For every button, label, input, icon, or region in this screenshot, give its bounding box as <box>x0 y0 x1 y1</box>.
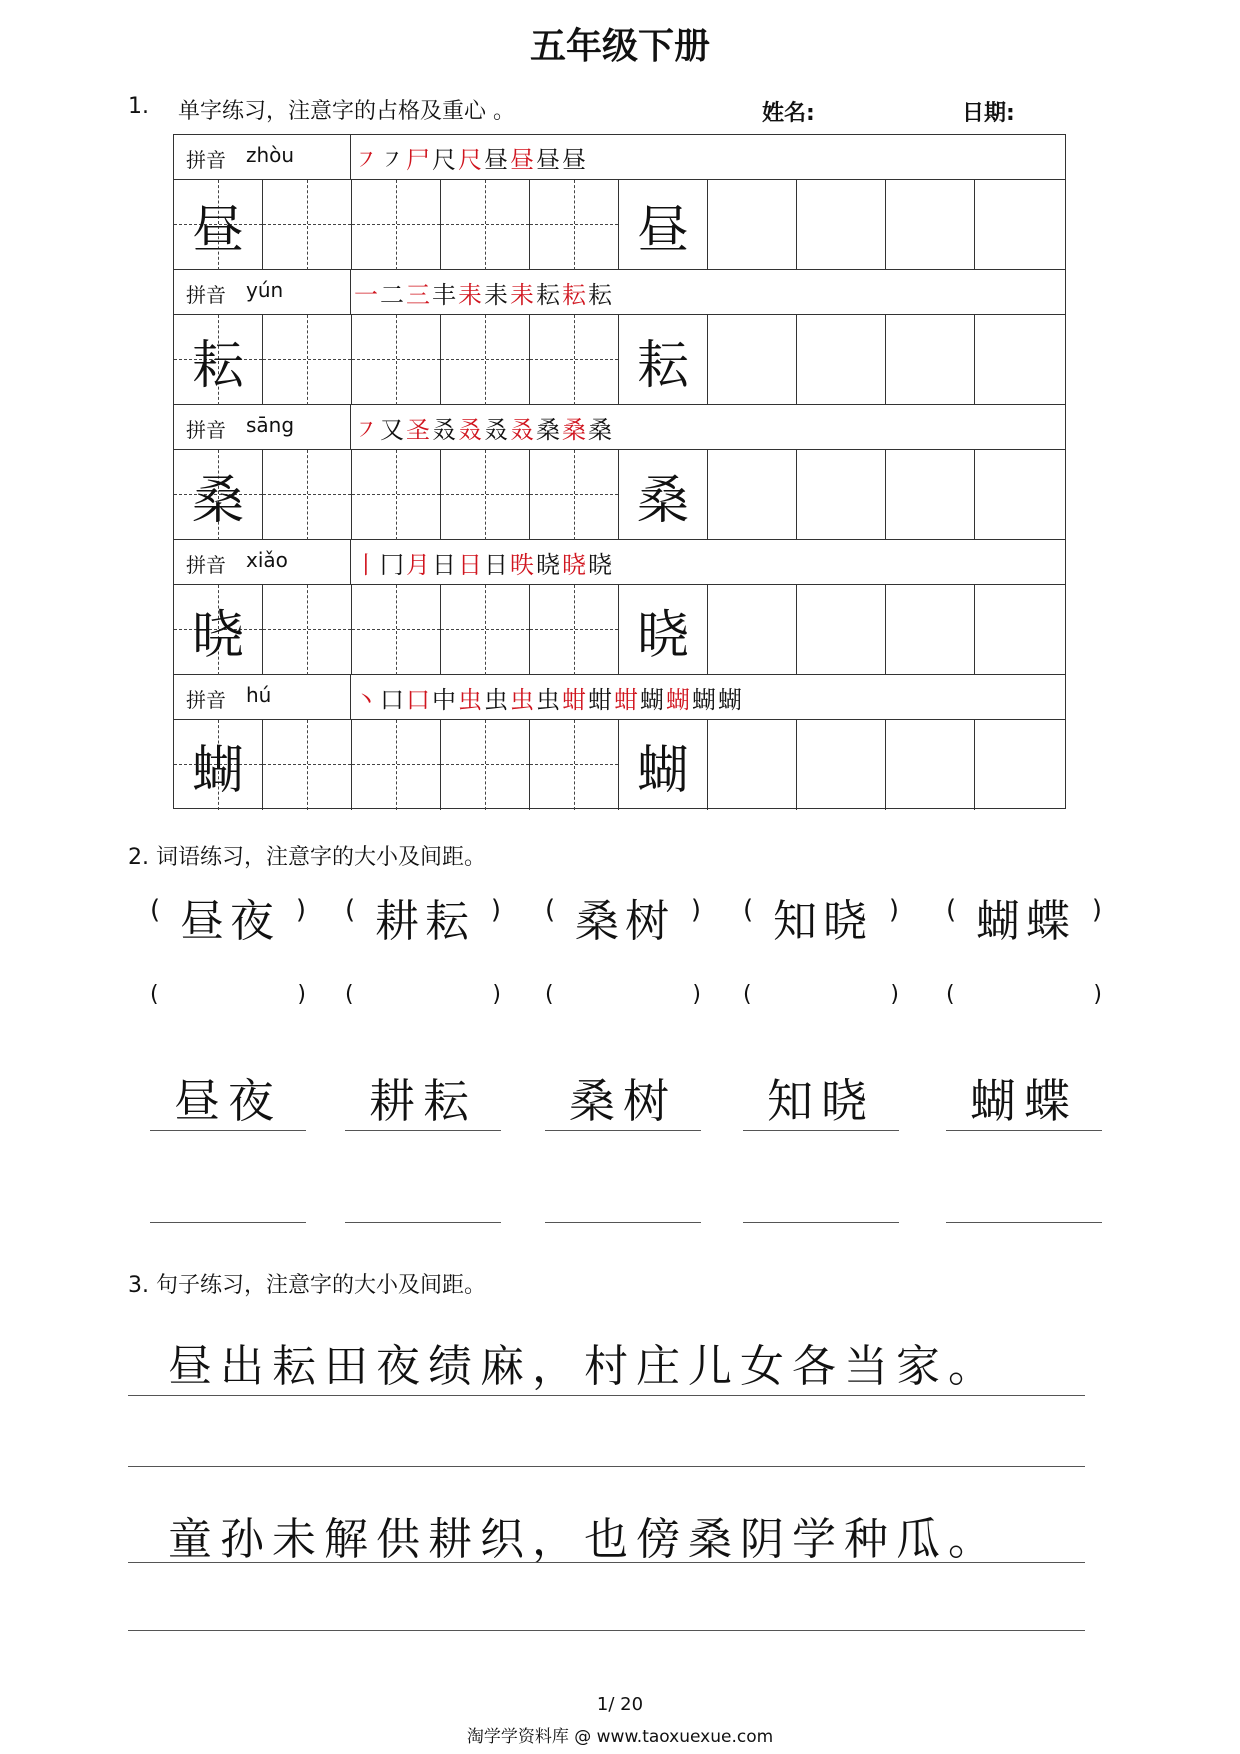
sentence-line-2[interactable] <box>128 1466 1085 1467</box>
stroke-step: 日 <box>484 550 508 579</box>
model-character: 晓 <box>191 605 244 666</box>
word-model: 知晓 <box>767 1074 875 1128</box>
practice-cell[interactable] <box>352 180 441 270</box>
sentence-line-1[interactable] <box>128 1395 1085 1396</box>
stroke-step: 丨 <box>354 550 378 579</box>
stroke-order <box>354 542 612 582</box>
stroke-step: 日 <box>432 550 456 579</box>
model-character-cell <box>619 720 708 810</box>
grid-guide-vertical <box>396 585 397 675</box>
grid-guide-vertical <box>396 180 397 270</box>
word-writing-line[interactable] <box>150 1222 306 1223</box>
stroke-step: 尸 <box>406 145 430 174</box>
grid-guide-vertical <box>396 720 397 810</box>
practice-cell[interactable] <box>886 720 975 810</box>
grid-guide-vertical <box>574 585 575 675</box>
grid-guide-vertical <box>574 315 575 405</box>
stroke-step: 蝴 <box>718 685 742 714</box>
stroke-step: 桑 <box>562 415 586 444</box>
paren-open: ( <box>946 895 957 925</box>
character-row <box>174 315 1065 405</box>
practice-cell[interactable] <box>886 180 975 270</box>
model-character: 耘 <box>191 335 244 396</box>
stroke-step: ㇇ <box>354 145 378 174</box>
stroke-step: 桑 <box>588 415 612 444</box>
practice-cell[interactable] <box>975 585 1064 675</box>
word-model-line <box>150 1130 306 1131</box>
stroke-step: 晓 <box>562 550 586 579</box>
pinyin-separator <box>350 135 351 179</box>
practice-cell[interactable] <box>975 315 1064 405</box>
page-number: 1/ 20 <box>596 1694 644 1715</box>
practice-cell[interactable] <box>263 720 352 810</box>
practice-cell[interactable] <box>708 315 797 405</box>
section3-instruction: 3. 句子练习，注意字的大小及间距。 <box>128 1273 486 1298</box>
stroke-step: 三 <box>406 280 430 309</box>
pinyin-label: 拼音 <box>186 418 226 442</box>
stroke-step: 口 <box>380 685 404 714</box>
paren-close: ) <box>297 982 306 1007</box>
practice-cell[interactable] <box>530 315 619 405</box>
word-traced: 蝴蝶 <box>976 896 1076 947</box>
date-label: 日期: <box>962 101 1015 126</box>
practice-cell[interactable] <box>797 450 886 540</box>
practice-cell[interactable] <box>975 180 1064 270</box>
grid-guide-vertical <box>574 720 575 810</box>
paren-open: ( <box>743 895 754 925</box>
pinyin-separator <box>350 540 351 584</box>
practice-cell[interactable] <box>530 720 619 810</box>
model-character: 昼 <box>636 200 689 261</box>
grid-guide-vertical <box>307 450 308 540</box>
model-character-cell <box>174 720 263 810</box>
character-row <box>174 180 1065 270</box>
sentence-2: 童孙未解供耕织，也傍桑阴学种瓜。 <box>168 1514 1000 1565</box>
grid-guide-vertical <box>396 315 397 405</box>
paren-open: ( <box>150 982 159 1007</box>
pinyin-separator <box>350 270 351 314</box>
model-character-cell <box>619 315 708 405</box>
practice-cell[interactable] <box>975 450 1064 540</box>
pinyin-row <box>174 135 1065 180</box>
pinyin-value: sāng <box>246 413 295 437</box>
stroke-step: 尺 <box>458 145 482 174</box>
stroke-step: 二 <box>380 280 404 309</box>
pinyin-row <box>174 540 1065 585</box>
paren-open: ( <box>743 982 752 1007</box>
practice-cell[interactable] <box>441 180 530 270</box>
stroke-step: 蚶 <box>614 685 638 714</box>
pinyin-value: xiǎo <box>246 548 288 572</box>
practice-cell[interactable] <box>975 720 1064 810</box>
paren-open: ( <box>345 895 356 925</box>
model-character-cell <box>174 180 263 270</box>
practice-cell[interactable] <box>352 720 441 810</box>
stroke-step: 丰 <box>432 280 456 309</box>
paren-close: ) <box>490 895 501 925</box>
model-character-cell <box>174 450 263 540</box>
stroke-step: 中 <box>432 685 456 714</box>
model-character: 桑 <box>191 470 244 531</box>
grid-guide-vertical <box>307 180 308 270</box>
stroke-step: ㇇ <box>380 145 404 174</box>
section1-instruction: 单字练习，注意字的占格及重心 。 <box>178 99 515 124</box>
practice-cell[interactable] <box>263 315 352 405</box>
model-character: 蝴 <box>636 740 689 801</box>
sentence-1: 昼出耘田夜绩麻，村庄儿女各当家。 <box>168 1341 1000 1392</box>
word-writing-line[interactable] <box>743 1222 899 1223</box>
grid-guide-vertical <box>485 180 486 270</box>
section1-number: 1. <box>128 94 149 119</box>
section2-instruction: 2. 词语练习，注意字的大小及间距。 <box>128 845 486 870</box>
paren-open: ( <box>150 895 161 925</box>
pinyin-label: 拼音 <box>186 148 226 172</box>
word-model: 耕耘 <box>369 1074 477 1128</box>
practice-cell[interactable] <box>530 450 619 540</box>
stroke-order <box>354 407 612 447</box>
stroke-step: 昼 <box>562 145 586 174</box>
model-character-cell <box>619 585 708 675</box>
pinyin-value: yún <box>246 278 284 302</box>
grid-guide-vertical <box>307 585 308 675</box>
practice-cell[interactable] <box>263 180 352 270</box>
stroke-step: 尺 <box>432 145 456 174</box>
paren-close: ) <box>492 982 501 1007</box>
pinyin-value: hú <box>246 683 272 707</box>
stroke-step: 叒 <box>484 415 508 444</box>
grid-guide-vertical <box>307 720 308 810</box>
stroke-step: 耒 <box>484 280 508 309</box>
practice-cell[interactable] <box>263 585 352 675</box>
paren-close: ) <box>295 895 306 925</box>
sentence-line-3[interactable] <box>128 1562 1085 1563</box>
paren-open: ( <box>946 982 955 1007</box>
grid-guide-vertical <box>485 450 486 540</box>
stroke-step: 叒 <box>458 415 482 444</box>
name-label: 姓名: <box>762 101 815 126</box>
character-row <box>174 585 1065 675</box>
stroke-step: 晓 <box>536 550 560 579</box>
word-writing-line[interactable] <box>345 1222 501 1223</box>
stroke-step: 虫 <box>484 685 508 714</box>
stroke-step: 昼 <box>510 145 534 174</box>
pinyin-row <box>174 270 1065 315</box>
practice-cell[interactable] <box>441 585 530 675</box>
stroke-step: 口 <box>406 685 430 714</box>
practice-cell[interactable] <box>708 585 797 675</box>
pinyin-value: zhòu <box>246 143 295 167</box>
model-character-cell <box>619 450 708 540</box>
practice-cell[interactable] <box>441 450 530 540</box>
practice-cell[interactable] <box>352 450 441 540</box>
stroke-order <box>354 272 612 312</box>
grid-guide-vertical <box>485 720 486 810</box>
model-character-cell <box>619 180 708 270</box>
paren-open: ( <box>545 895 556 925</box>
practice-cell[interactable] <box>797 585 886 675</box>
pinyin-row <box>174 405 1065 450</box>
practice-cell[interactable] <box>797 720 886 810</box>
model-character: 桑 <box>636 470 689 531</box>
word-model: 蝴蝶 <box>970 1074 1078 1128</box>
grid-guide-vertical <box>574 450 575 540</box>
grid-guide-vertical <box>396 450 397 540</box>
word-traced: 耕耘 <box>375 896 475 947</box>
model-character-cell <box>174 585 263 675</box>
practice-cell[interactable] <box>886 585 975 675</box>
stroke-step: 虫 <box>458 685 482 714</box>
model-character: 蝴 <box>191 740 244 801</box>
model-character: 昼 <box>191 200 244 261</box>
stroke-order <box>354 677 742 717</box>
stroke-step: 又 <box>380 415 404 444</box>
pinyin-separator <box>350 675 351 719</box>
stroke-step: ㇇ <box>354 415 378 444</box>
character-practice-grid <box>173 134 1066 809</box>
paren-open: ( <box>545 982 554 1007</box>
stroke-step: 圣 <box>406 415 430 444</box>
practice-cell[interactable] <box>441 315 530 405</box>
word-model-line <box>345 1130 501 1131</box>
practice-cell[interactable] <box>352 585 441 675</box>
stroke-step: 昼 <box>484 145 508 174</box>
practice-cell[interactable] <box>530 585 619 675</box>
stroke-step: 蚶 <box>562 685 586 714</box>
pinyin-label: 拼音 <box>186 283 226 307</box>
sentence-line-4[interactable] <box>128 1630 1085 1631</box>
practice-cell[interactable] <box>886 450 975 540</box>
stroke-step: 昼 <box>536 145 560 174</box>
character-row <box>174 720 1065 810</box>
practice-cell[interactable] <box>263 450 352 540</box>
pinyin-label: 拼音 <box>186 688 226 712</box>
word-model-line <box>946 1130 1102 1131</box>
word-model: 桑树 <box>569 1074 677 1128</box>
word-traced: 知晓 <box>773 896 873 947</box>
word-writing-line[interactable] <box>545 1222 701 1223</box>
word-traced: 昼夜 <box>180 896 280 947</box>
word-model-line <box>545 1130 701 1131</box>
stroke-step: 蝴 <box>666 685 690 714</box>
grid-guide-vertical <box>485 585 486 675</box>
practice-cell[interactable] <box>708 180 797 270</box>
paren-close: ) <box>1091 895 1102 925</box>
model-character: 耘 <box>636 335 689 396</box>
paren-close: ) <box>1093 982 1102 1007</box>
word-model: 昼夜 <box>174 1074 282 1128</box>
practice-cell[interactable] <box>797 180 886 270</box>
page-title: 五年级下册 <box>529 26 710 67</box>
stroke-step: 日 <box>458 550 482 579</box>
practice-cell[interactable] <box>441 720 530 810</box>
practice-cell[interactable] <box>886 315 975 405</box>
practice-cell[interactable] <box>352 315 441 405</box>
stroke-step: 蚶 <box>588 685 612 714</box>
pinyin-row <box>174 675 1065 720</box>
stroke-step: 桑 <box>536 415 560 444</box>
stroke-step: 昳 <box>510 550 534 579</box>
stroke-step: 虫 <box>510 685 534 714</box>
stroke-step: 叒 <box>432 415 456 444</box>
word-writing-line[interactable] <box>946 1222 1102 1223</box>
word-traced: 桑树 <box>575 896 675 947</box>
paren-close: ) <box>690 895 701 925</box>
grid-guide-vertical <box>574 180 575 270</box>
grid-guide-vertical <box>485 315 486 405</box>
stroke-step: 冂 <box>380 550 404 579</box>
character-row <box>174 450 1065 540</box>
practice-cell[interactable] <box>797 315 886 405</box>
practice-cell[interactable] <box>530 180 619 270</box>
practice-cell[interactable] <box>708 450 797 540</box>
stroke-step: 一 <box>354 280 378 309</box>
paren-close: ) <box>888 895 899 925</box>
pinyin-label: 拼音 <box>186 553 226 577</box>
stroke-step: 耘 <box>536 280 560 309</box>
stroke-step: 晓 <box>588 550 612 579</box>
stroke-step: 蝴 <box>692 685 716 714</box>
stroke-step: 丶 <box>354 685 378 714</box>
stroke-step: 耘 <box>562 280 586 309</box>
word-model-line <box>743 1130 899 1131</box>
stroke-step: 蝴 <box>640 685 664 714</box>
footer-source: 淘学学资料库 @ www.taoxuexue.com <box>466 1727 774 1747</box>
paren-open: ( <box>345 982 354 1007</box>
stroke-step: 虫 <box>536 685 560 714</box>
stroke-step: 耘 <box>588 280 612 309</box>
model-character-cell <box>174 315 263 405</box>
model-character: 晓 <box>636 605 689 666</box>
pinyin-separator <box>350 405 351 449</box>
stroke-order <box>354 137 586 177</box>
stroke-step: 叒 <box>510 415 534 444</box>
grid-guide-vertical <box>307 315 308 405</box>
paren-close: ) <box>692 982 701 1007</box>
stroke-step: 月 <box>406 550 430 579</box>
paren-close: ) <box>890 982 899 1007</box>
practice-cell[interactable] <box>708 720 797 810</box>
stroke-step: 耒 <box>458 280 482 309</box>
stroke-step: 耒 <box>510 280 534 309</box>
